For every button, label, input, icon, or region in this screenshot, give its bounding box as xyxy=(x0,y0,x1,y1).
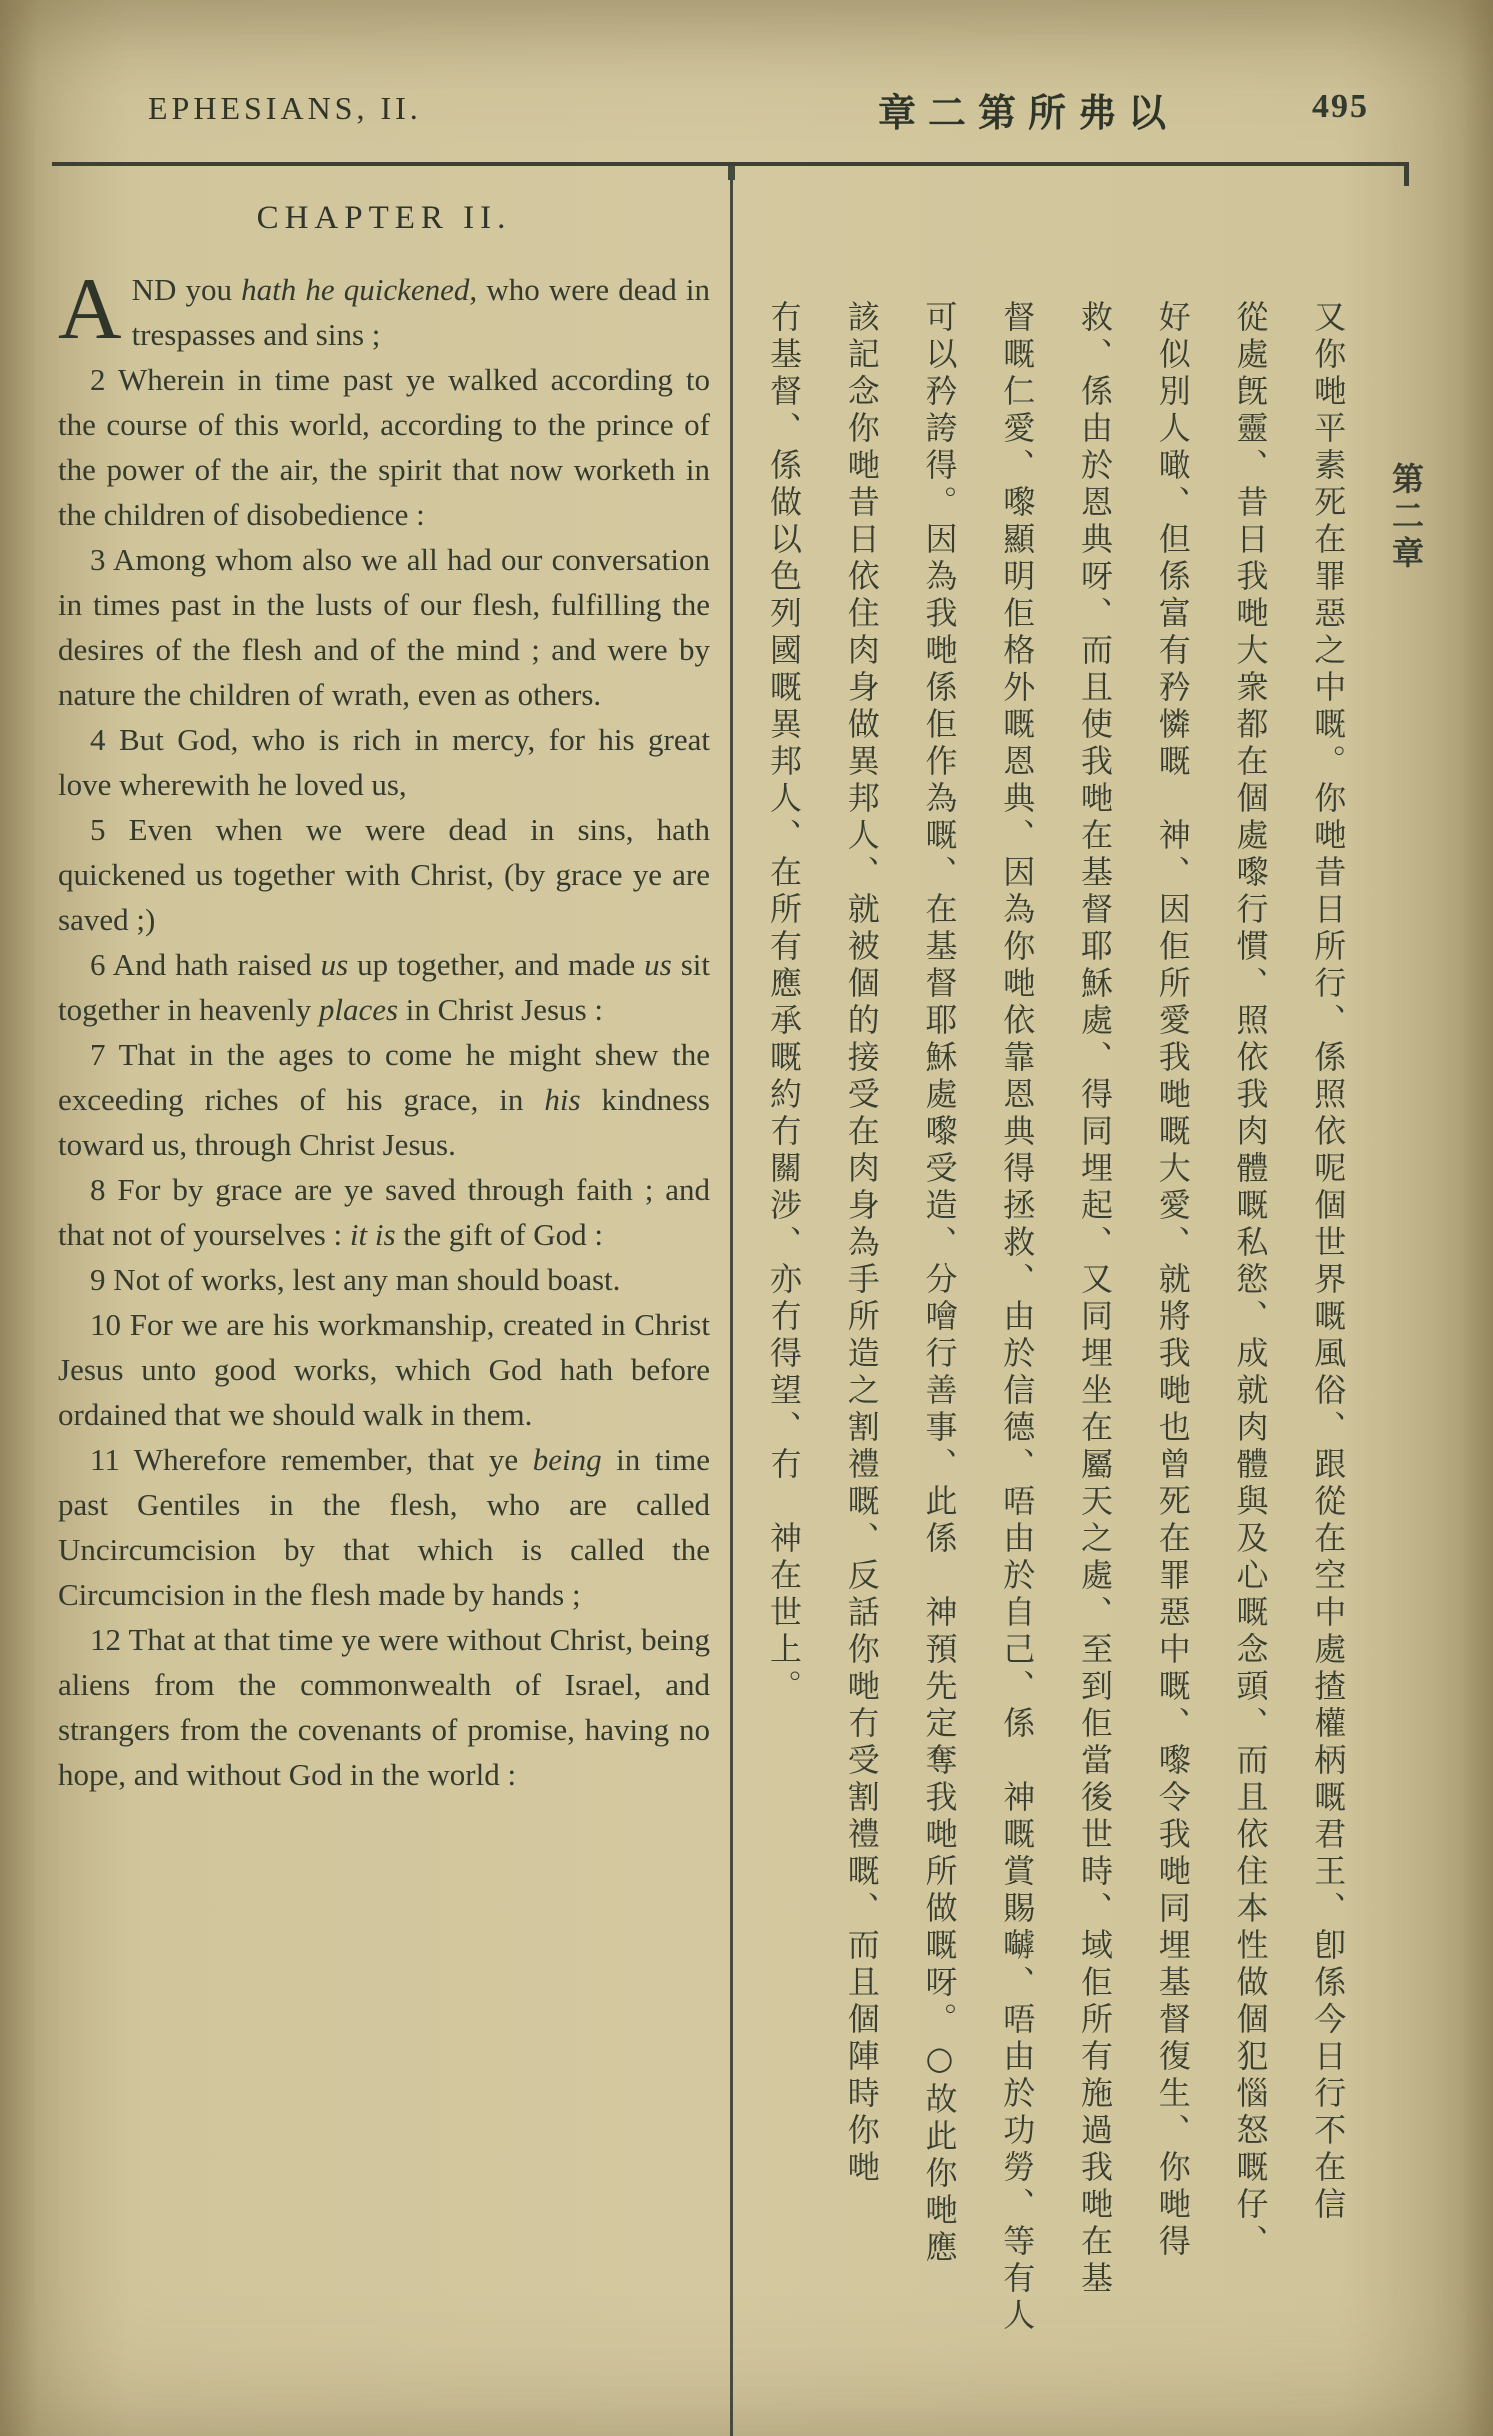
verse-text: hath he quickened, xyxy=(241,272,478,307)
chinese-text-column: 從處旣靈、昔日我哋大衆都在個處嚟行慣、照依我肉體嘅私慾、成就肉體與及心嘅念頭、而且依住本性做個犯惱怒嘅仔、 xyxy=(1231,300,1270,2261)
chinese-text-column: 冇基督、係做以色列國嘅異邦人、在所有應承嘅約冇關涉、亦冇得望、冇 神在世上。 xyxy=(765,300,803,1706)
verse xyxy=(58,942,710,1032)
verse-text: being xyxy=(532,1442,602,1477)
verse-text: in Christ Jesus : xyxy=(398,992,603,1027)
verse-text: 6 And hath raised xyxy=(90,947,321,982)
english-column xyxy=(58,200,710,1797)
verse-text: his xyxy=(544,1082,581,1117)
verse xyxy=(58,261,710,358)
verse xyxy=(58,1302,710,1437)
verse-text: kindness toward us, through Christ Jesus. xyxy=(58,1082,710,1162)
verse-text: up together, and made xyxy=(348,947,645,982)
chinese-text-column: 救、係由於恩典呀、而且使我哋在基督耶穌處、得同埋起、又同埋坐在屬天之處、至到佢當後世時、域佢所有施過我哋在基 xyxy=(1076,300,1114,2298)
verse-text: 8 For by grace are ye saved through faith ; and that not of yourselves : xyxy=(58,1172,710,1252)
verse xyxy=(58,1437,710,1617)
verse-list xyxy=(58,261,710,1797)
page-header xyxy=(0,88,1493,138)
verse-text: us xyxy=(644,947,672,982)
chinese-text-column: 督嘅仁愛、嚟顯明佢格外嘅恩典、因為你哋依靠恩典得拯救、由於信德、唔由於自己、係 神嘅賞賜嚹、唔由於功勞、等有人 xyxy=(998,300,1037,2335)
chinese-text-column: 可以矜誇得。因為我哋係佢作為嘅、在基督耶穌處嚟受造、分噲行善事、此係 神預先定奪我哋所做嘅呀。○故此你哋應 xyxy=(920,300,959,2267)
verse-text: 9 Not of works, lest any man should boast. xyxy=(90,1262,621,1297)
verse-text: 4 But God, who is rich in mercy, for his great love wherewith he loved us, xyxy=(58,722,710,802)
verse xyxy=(58,1617,710,1797)
verse-text: us xyxy=(320,947,349,982)
verse-text: 10 For we are his workmanship, created in Christ Jesus unto good works, which God hath before ordained that we should walk in them. xyxy=(58,1307,710,1432)
verse-text: 12 That at that time ye were without Christ, being aliens from the commonwealth of Israel, and strangers from the covenants of promise, having no hope, and without God in the world : xyxy=(58,1622,710,1792)
verse-text: it is xyxy=(349,1217,396,1252)
verse xyxy=(58,537,710,717)
chapter-heading: CHAPTER II. xyxy=(256,200,512,236)
chinese-column-area xyxy=(756,300,1424,2370)
verse-text: who were dead in trespasses and sins ; xyxy=(131,272,710,352)
verse-text: sit together in heavenly xyxy=(58,947,710,1027)
verse xyxy=(58,717,710,807)
verse-text: the gift of God : xyxy=(395,1217,604,1252)
page-number: 495 xyxy=(1312,88,1369,125)
chinese-chapter-label: 第二章 xyxy=(1387,462,1425,573)
verse xyxy=(58,1032,710,1167)
verse-text: 2 Wherein in time past ye walked according to the course of this world, according to the prince of the power of the air, the spirit that now worketh in the children of disobedience : xyxy=(58,362,710,532)
verse-text: ND you xyxy=(131,272,242,307)
chinese-text-column: 該記念你哋昔日依住肉身做異邦人、就被個的接受在肉身為手所造之割禮嘅、反話你哋冇受割禮嘅、而且個陣時你哋 xyxy=(842,300,881,2187)
column-divider xyxy=(730,180,733,2436)
verse-text: in time past Gentiles in the flesh, who are called Uncircumcision by that which is called the Circumcision in the flesh made by hands ; xyxy=(58,1442,710,1612)
verse xyxy=(58,807,710,942)
chinese-text-column: 又你哋平素死在罪惡之中嘅。你哋昔日所行、係照依呢個世界嘅風俗、跟從在空中處揸權柄嘅君王、卽係今日行不在信 xyxy=(1309,300,1348,2224)
verse-text: 3 Among whom also we all had our conversation in times past in the lusts of our flesh, fulfilling the desires of the flesh and of the mind ; and were by nature the children of wrath, even as others. xyxy=(58,542,710,712)
verse-text: 5 Even when we were dead in sins, hath quickened us together with Christ, (by grace ye are saved ;) xyxy=(58,812,710,937)
verse xyxy=(58,357,710,537)
running-title-english: EPHESIANS, II. xyxy=(148,90,422,126)
verse-text: places xyxy=(318,992,399,1027)
verse xyxy=(58,1167,710,1257)
verse xyxy=(58,1257,710,1302)
verse-text: 7 That in the ages to come he might shew the exceeding riches of his grace, in xyxy=(58,1037,710,1117)
chinese-text-column: 好似別人噉、但係富有矜憐嘅 神、因佢所愛我哋嘅大愛、就將我哋也曾死在罪惡中嘅、嚟令我哋同埋基督復生、你哋得 xyxy=(1153,300,1192,2261)
verse-text: 11 Wherefore remember, that ye xyxy=(90,1442,533,1477)
drop-cap: A xyxy=(58,261,122,358)
chinese-columns xyxy=(756,300,1424,2370)
running-title-chinese: 章二第所弗以 xyxy=(878,91,1179,135)
